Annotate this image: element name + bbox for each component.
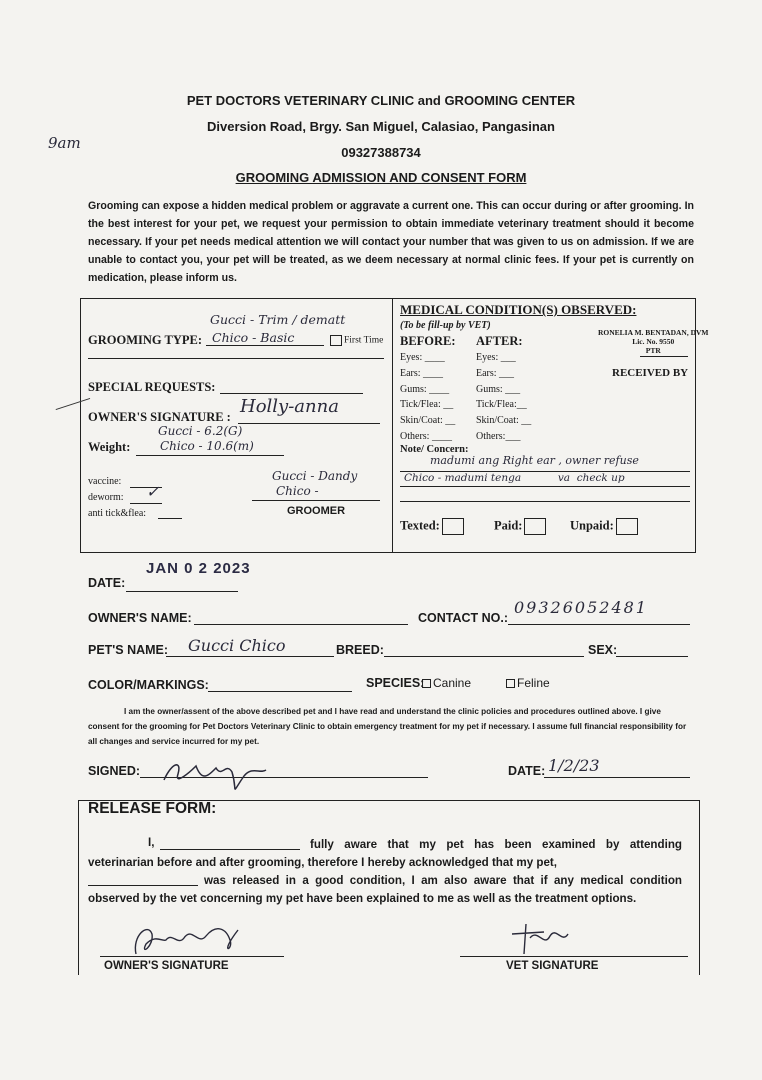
clinic-phone: 09327388734 xyxy=(341,145,421,160)
signed-label: SIGNED: xyxy=(88,764,141,778)
canine-label: Canine xyxy=(433,676,472,690)
owner-signature-release-label: OWNER'S SIGNATURE xyxy=(104,960,229,972)
date-line[interactable] xyxy=(126,591,238,592)
feline-label: Feline xyxy=(517,676,550,690)
stamp-name: RONELIA M. BENTADAN, DVM xyxy=(598,328,709,337)
clinic-address: Diversion Road, Brgy. San Miguel, Calasiao, Pangasinan xyxy=(207,119,555,134)
time-note: 9am xyxy=(48,134,81,152)
first-time-checkbox[interactable] xyxy=(330,335,342,346)
after-gums[interactable]: Gums: ___ xyxy=(476,383,521,395)
box-divider xyxy=(392,298,393,553)
stamp-ptr: PTR xyxy=(645,346,661,355)
before-others[interactable]: Others: ____ xyxy=(400,430,452,442)
signed-date-label: DATE: xyxy=(508,764,546,778)
before-ears[interactable]: Ears: ____ xyxy=(400,367,444,379)
after-ears[interactable]: Ears: ___ xyxy=(476,367,515,379)
canine-checkbox[interactable] xyxy=(422,679,431,688)
after-skin-coat[interactable]: Skin/Coat: __ xyxy=(476,415,532,427)
unpaid-label: Unpaid: xyxy=(570,518,614,533)
special-requests-label: SPECIAL REQUESTS: xyxy=(88,380,216,394)
deworm-label: deworm: xyxy=(88,492,124,503)
weight-line[interactable] xyxy=(136,455,284,456)
release-title: RELEASE FORM: xyxy=(88,800,217,817)
weight-label: Weight: xyxy=(88,440,131,454)
weight-value-1: Gucci - 6.2(G) xyxy=(158,424,243,438)
contact-label: CONTACT NO.: xyxy=(418,611,509,625)
paid-label: Paid: xyxy=(494,518,523,533)
after-eyes[interactable]: Eyes: ___ xyxy=(476,352,516,363)
texted-field[interactable] xyxy=(400,518,464,535)
after-rows xyxy=(476,350,531,445)
owner-signature-value: Holly-anna xyxy=(240,396,339,417)
after-label: AFTER: xyxy=(476,334,523,348)
note-line-2: Chico - madumi tenga va check up xyxy=(404,472,625,484)
deworm-line[interactable] xyxy=(130,503,162,504)
sex-line[interactable] xyxy=(616,656,688,657)
received-by-label: RECEIVED BY xyxy=(612,367,689,379)
pet-name-label: PET'S NAME: xyxy=(88,643,169,657)
texted-box[interactable] xyxy=(442,518,464,535)
owner-signature-line[interactable] xyxy=(238,423,380,424)
after-others[interactable]: Others:___ xyxy=(476,430,521,442)
sex-label: SEX: xyxy=(588,643,618,657)
before-rows xyxy=(400,350,455,445)
stamp-lic: Lic. No. 9550 xyxy=(632,337,675,346)
date-label: DATE: xyxy=(88,576,126,590)
grooming-type-line xyxy=(206,345,324,346)
owner-name-label: OWNER'S NAME: xyxy=(88,611,192,625)
release-text-1: fully aware that my pet has been examined by attending veterinarian before and after grooming, therefore I hereby acknowledged that my pet, xyxy=(88,838,682,869)
medical-subtitle: (To be fill-up by VET) xyxy=(400,320,491,331)
weight-value-2: Chico - 10.6(m) xyxy=(160,439,254,453)
before-gums[interactable]: Gums: ____ xyxy=(400,383,450,395)
canine-option[interactable] xyxy=(422,676,471,690)
feline-option[interactable] xyxy=(506,676,550,690)
color-label: COLOR/MARKINGS: xyxy=(88,678,209,692)
vet-signature-label: VET SIGNATURE xyxy=(506,960,599,972)
special-requests-line[interactable] xyxy=(220,393,363,394)
anti-tick-line[interactable] xyxy=(158,518,182,519)
after-tick-flea[interactable]: Tick/Flea:__ xyxy=(476,399,527,411)
vet-signature-scribble xyxy=(504,914,574,956)
color-line[interactable] xyxy=(208,691,352,692)
unpaid-box[interactable] xyxy=(616,518,638,535)
clinic-name: PET DOCTORS VETERINARY CLINIC and GROOMING CENTER xyxy=(186,93,576,108)
stamp-ptr-line xyxy=(640,356,688,357)
deworm-checkmark: ✓ xyxy=(146,482,160,501)
contact-value: 09326052481 xyxy=(514,598,648,617)
grooming-extra-line xyxy=(88,358,384,359)
intro-paragraph: Grooming can expose a hidden medical problem or aggravate a current one. This can occur during or after grooming. In the best interest for your pet, we request your permission to obtain immediate veterinary treatment should it become necessary. If your pet needs medical attention we will contact your number that was given to us on admission. If we are unable to contact you, your pet will be treated, as we deem necessary at normal clinic fees. If your pet is currently on medication, please inform us. xyxy=(88,200,694,284)
groomer-value-2: Chico - xyxy=(276,484,319,498)
owner-name-line[interactable] xyxy=(194,624,408,625)
note-rule-3[interactable] xyxy=(400,501,690,502)
unpaid-field[interactable] xyxy=(570,518,638,535)
vet-signature-line[interactable] xyxy=(460,956,688,957)
first-time-label: First Time xyxy=(344,335,384,346)
pet-name-line[interactable] xyxy=(166,656,334,657)
texted-label: Texted: xyxy=(400,518,440,533)
pet-name-value: Gucci Chico xyxy=(188,636,286,655)
before-tick-flea[interactable]: Tick/Flea: __ xyxy=(400,399,454,411)
owner-signature-release-line[interactable] xyxy=(100,956,284,957)
release-text-2: was released in a good condition, I am also aware that if any medical condition observed by the vet concerning my pet have been explained to me as well as the treatment options. xyxy=(88,874,682,905)
breed-line[interactable] xyxy=(384,656,584,657)
anti-tick-label: anti tick&flea: xyxy=(88,508,147,519)
note-line-1: madumi ang Right ear , owner refuse xyxy=(430,454,639,467)
first-time-option[interactable] xyxy=(330,335,383,346)
paid-field[interactable] xyxy=(494,518,546,535)
vaccine-label: vaccine: xyxy=(88,476,122,487)
grooming-type-value-1: Gucci - Trim / dematt xyxy=(210,312,346,327)
form-title: GROOMING ADMISSION AND CONSENT FORM xyxy=(235,170,527,185)
groomer-line[interactable] xyxy=(252,500,380,501)
consent-paragraph: I am the owner/assent of the above described pet and I have read and understand the clinic policies and procedures outlined above. I give consent for the grooming for Pet Doctors Veterinary Clinic to obtain emergency treatment for my pet if necessary. I assume full financial responsibility for all changes and service incurred for my pet. xyxy=(88,707,687,746)
before-label: BEFORE: xyxy=(400,334,456,348)
customer-signature-scribble xyxy=(160,752,270,794)
breed-label: BREED: xyxy=(336,643,384,657)
paid-box[interactable] xyxy=(524,518,546,535)
vet-stamp xyxy=(598,328,709,355)
groomer-value-1: Gucci - Dandy xyxy=(272,469,358,483)
note-label: Note/ Concern: xyxy=(400,444,469,455)
contact-line[interactable] xyxy=(508,624,690,625)
note-rule-2[interactable] xyxy=(400,486,690,487)
grooming-type-value-2: Chico - Basic xyxy=(212,330,295,345)
before-skin-coat[interactable]: Skin/Coat: __ xyxy=(400,415,456,427)
date-stamp: JAN 0 2 2023 xyxy=(146,560,251,577)
medical-title: MEDICAL CONDITION(S) OBSERVED: xyxy=(400,302,637,317)
signed-date-line[interactable] xyxy=(544,777,690,778)
owner-signature-label: OWNER'S SIGNATURE : xyxy=(88,410,231,424)
grooming-type-label: GROOMING TYPE: xyxy=(88,333,203,347)
before-eyes[interactable]: Eyes: ____ xyxy=(400,352,445,363)
species-label: SPECIES: xyxy=(366,676,425,690)
release-i-label: I, xyxy=(148,836,155,849)
groomer-label: GROOMER xyxy=(286,505,346,517)
feline-checkbox[interactable] xyxy=(506,679,515,688)
signed-date-value: 1/2/23 xyxy=(548,756,600,775)
